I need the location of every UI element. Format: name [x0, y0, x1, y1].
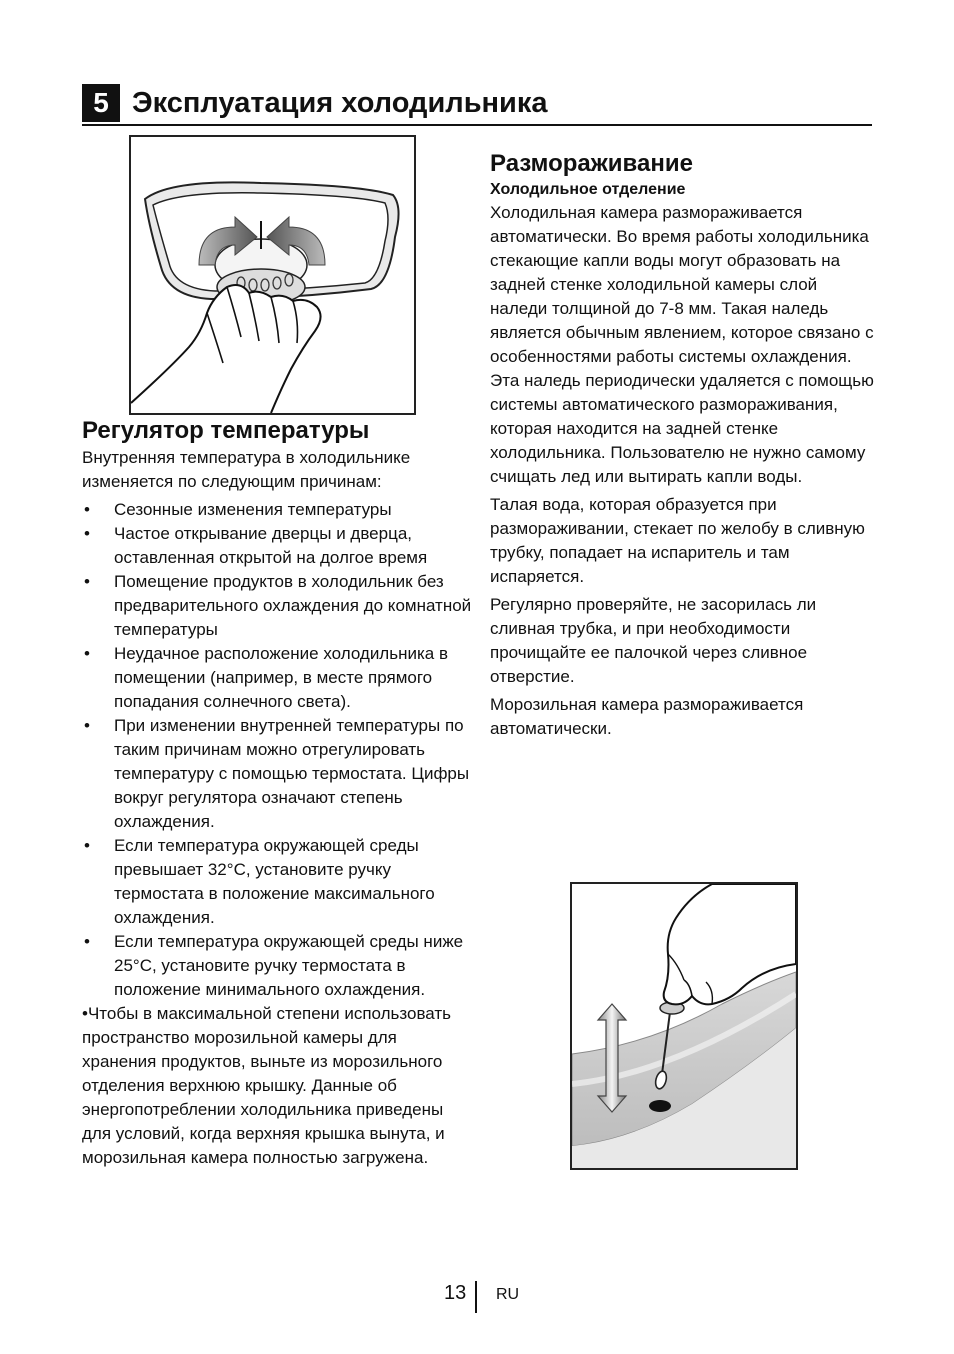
defrost-paragraph-4: Морозильная камера размораживается автоматически. [490, 695, 804, 738]
thermostat-illustration [129, 135, 416, 415]
temperature-intro: Внутренняя температура в холодильнике изменяется по следующим причинам: [82, 448, 411, 491]
list-item: • При изменении внутренней температуры по таким причинам можно отрегулировать температуру с помощью термостата. Цифры вокруг регулятора означают степень охлаждения. [82, 714, 472, 834]
defrost-paragraph-2: Талая вода, которая образуется при размораживании, стекает по желобу в сливную трубку, попадает на испаритель и там испаряется. [490, 495, 865, 586]
page-number: 13 [444, 1282, 467, 1304]
temperature-causes-list [82, 498, 472, 1002]
list-item: • Помещение продуктов в холодильник без предварительного охлаждения до комнатной температуры [82, 570, 472, 642]
defrosting-section [490, 149, 875, 741]
temperature-regulator-heading: Регулятор температуры [82, 417, 370, 444]
list-item: • Сезонные изменения температуры [82, 498, 472, 522]
list-item: • Если температура окружающей среды ниже 25°C, установите ручку термостата в положение минимального охлаждения. [82, 930, 472, 1002]
section-title: Эксплуатация холодильника [132, 87, 548, 119]
list-item: • Частое открывание дверцы и дверца, оставленная открытой на долгое время [82, 522, 472, 570]
list-item: • Неудачное расположение холодильника в помещении (например, в месте прямого попадания солнечного света). [82, 642, 472, 714]
footer-divider [475, 1281, 477, 1313]
language-code: RU [496, 1286, 520, 1303]
freezer-lid-note: •Чтобы в максимальной степени использовать пространство морозильной камеры для хранения продуктов, выньте из морозильного отделения верхнюю крышку. Данные об энергопотреблении холодильника приведены для условий, когда верхняя крышка вынута, и морозильная камера полностью загружена. [82, 1004, 452, 1167]
temperature-regulator-section [82, 416, 472, 1170]
thermostat-knob-icon [131, 137, 414, 413]
drain-tube-icon [572, 884, 796, 1168]
section-header [82, 84, 872, 126]
defrost-paragraph-3: Регулярно проверяйте, не засорилась ли сливная трубка, и при необходимости прочищайте ее палочкой через сливное отверстие. [490, 595, 817, 686]
fridge-compartment-subheading: Холодильное отделение [490, 181, 686, 198]
defrost-paragraph-1: Холодильная камера размораживается автоматически. Во время работы холодильника стекающие капли воды могут образовать на задней стенке холодильной камеры слой наледи толщиной до 7-8 мм. Такая наледь является обычным явлением, которое связано с особенностями работы системы охлаждения. Эта наледь периодически удаляется с помощью системы автоматического размораживания, которая находится на задней стенке холодильника. Пользователю не нужно самому счищать лед или вытирать капли воды. [490, 203, 874, 486]
section-number: 5 [82, 84, 120, 122]
list-item: • Если температура окружающей среды превышает 32°C, установите ручку термостата в положение максимального охлаждения. [82, 834, 472, 930]
drain-cleaning-illustration [570, 882, 798, 1170]
defrosting-heading: Размораживание [490, 150, 693, 177]
